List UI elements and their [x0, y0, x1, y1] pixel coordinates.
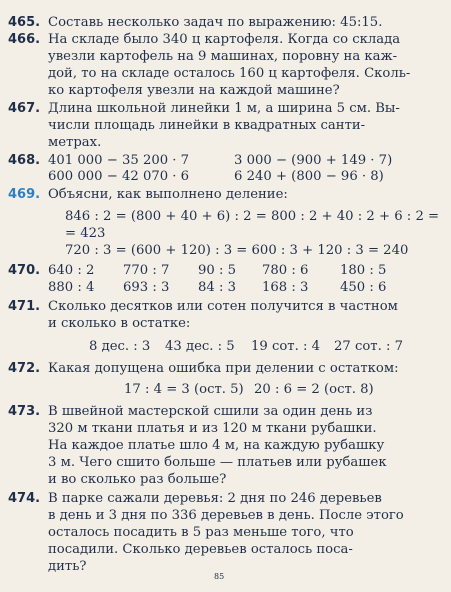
problem-473-line: 3 м. Чего сшито больше — платьев или рубашек [48, 455, 387, 470]
problem-474-line: в день и 3 дня по 336 деревьев в день. После этого [48, 508, 404, 523]
expression: 17 : 4 = 3 (ост. 5) [124, 382, 244, 397]
page-number: 85 [214, 572, 225, 581]
problem-474-number: 474. [8, 491, 41, 506]
expression: 600 000 − 42 070 · 6 [48, 169, 190, 184]
expression: 19 сот. : 4 [251, 339, 321, 354]
problem-467-line: Длина школьной линейки 1 м, а ширина 5 см. Вы- [48, 101, 400, 116]
problem-473-line: На каждое платье шло 4 м, на каждую рубашку [48, 438, 385, 453]
expression: 401 000 − 35 200 · 7 [48, 153, 190, 168]
problem-473-line: 320 м ткани платья и из 120 м ткани рубашки. [48, 421, 377, 436]
problem-465-text: Составь несколько задач по выражению: 45:15. [48, 15, 383, 30]
problem-465-number: 465. [8, 15, 41, 30]
problem-467-line: числи площадь линейки в квадратных санти- [48, 118, 366, 133]
problem-471-line: Сколько десятков или сотен получится в частном [48, 299, 398, 314]
expression: 693 : 3 [123, 280, 170, 295]
expression: 8 дес. : 3 [89, 339, 151, 354]
expression: 6 240 + (800 − 96 · 8) [234, 169, 384, 184]
expression: 20 : 6 = 2 (ост. 8) [254, 382, 374, 397]
problem-466-line: дой, то на складе осталось 160 ц картофеля. Сколь- [48, 66, 411, 81]
problem-473-number: 473. [8, 404, 41, 419]
problem-474-line: дить? [48, 559, 87, 574]
problem-466-line: увезли картофель на 9 машинах, поровну на каж- [48, 49, 398, 64]
problem-471-number: 471. [8, 299, 41, 314]
problem-473-line: В швейной мастерской сшили за один день из [48, 404, 373, 419]
problem-474-line: В парке сажали деревья: 2 дня по 246 деревьев [48, 491, 382, 506]
problem-467-number: 467. [8, 101, 41, 116]
problem-474-line: посадили. Сколько деревьев осталось поса- [48, 542, 353, 557]
expression: 450 : 6 [340, 280, 387, 295]
expression: 43 дес. : 5 [165, 339, 235, 354]
expression: 180 : 5 [340, 263, 387, 278]
expression: 880 : 4 [48, 280, 95, 295]
problem-472-number: 472. [8, 361, 41, 376]
problem-466-line: ко картофеля увезли на каждой машине? [48, 83, 340, 98]
division-example: = 423 [65, 226, 106, 241]
problem-467-line: метрах. [48, 135, 102, 150]
expression: 770 : 7 [123, 263, 170, 278]
problem-469-number: 469. [8, 187, 41, 202]
problem-466-line: На складе было 340 ц картофеля. Когда со склада [48, 32, 401, 47]
expression: 3 000 − (900 + 149 · 7) [234, 153, 393, 168]
expression: 640 : 2 [48, 263, 95, 278]
problem-474-line: осталось посадить в 5 раз меньше того, что [48, 525, 354, 540]
expression: 90 : 5 [198, 263, 236, 278]
division-example: 720 : 3 = (600 + 120) : 3 = 600 : 3 + 120 : 3 = 240 [65, 243, 409, 258]
problem-471-line: и сколько в остатке: [48, 316, 191, 331]
problem-473-line: и во сколько раз больше? [48, 472, 227, 487]
problem-470-number: 470. [8, 263, 41, 278]
problem-472-text: Какая допущена ошибка при делении с остатком: [48, 361, 399, 376]
expression: 84 : 3 [198, 280, 236, 295]
problem-468-number: 468. [8, 153, 41, 168]
problem-466-number: 466. [8, 32, 41, 47]
expression: 780 : 6 [262, 263, 309, 278]
expression: 27 сот. : 7 [334, 339, 404, 354]
division-example: 846 : 2 = (800 + 40 + 6) : 2 = 800 : 2 + 40 : 2 + 6 : 2 = [65, 209, 440, 224]
problem-469-text: Объясни, как выполнено деление: [48, 187, 288, 202]
expression: 168 : 3 [262, 280, 309, 295]
